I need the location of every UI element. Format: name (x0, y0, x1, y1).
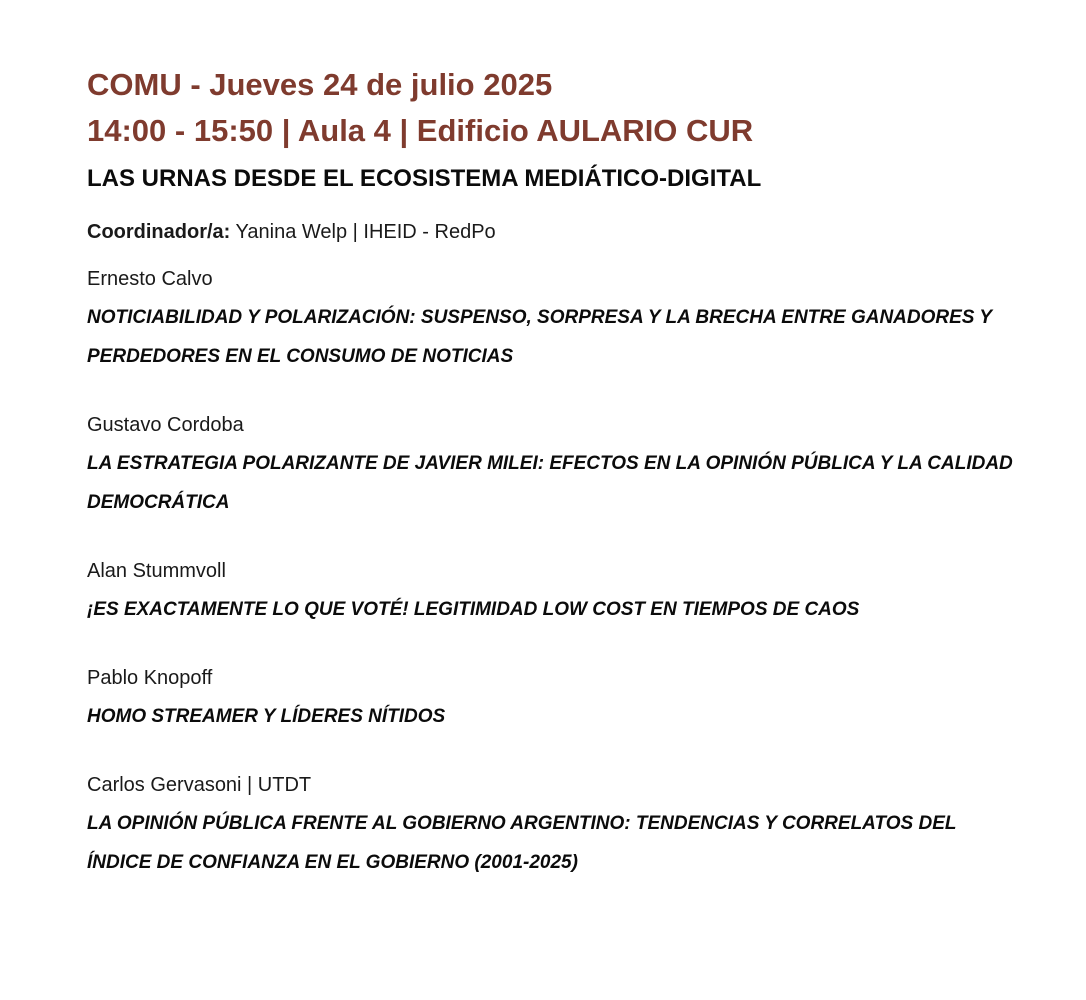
talk-item (87, 770, 1047, 882)
talk-item (87, 410, 1047, 522)
talk-speaker: Gustavo Cordoba (87, 414, 244, 436)
coordinator-value: Yanina Welp | IHEID - RedPo (230, 221, 496, 243)
session-date-heading: COMU - Jueves 24 de julio 2025 (87, 67, 553, 102)
talk-title: HOMO STREAMER Y LÍDERES NÍTIDOS (87, 706, 446, 727)
talk-speaker: Carlos Gervasoni | UTDT (87, 774, 312, 796)
talk-speaker: Ernesto Calvo (87, 268, 213, 290)
coordinator-line (87, 218, 1047, 246)
program-page (87, 62, 1047, 882)
talk-speaker: Alan Stummvoll (87, 560, 226, 582)
talk-title: LA ESTRATEGIA POLARIZANTE DE JAVIER MILEI: EFECTOS EN LA OPINIÓN PÚBLICA Y LA CALIDAD DEMOCRÁTICA (87, 453, 1013, 513)
talk-title: NOTICIABILIDAD Y POLARIZACIÓN: SUSPENSO, SORPRESA Y LA BRECHA ENTRE GANADORES Y PERDEDORES EN EL CONSUMO DE NOTICIAS (87, 307, 992, 367)
session-time-location-heading: 14:00 - 15:50 | Aula 4 | Edificio AULARIO CUR (87, 113, 754, 148)
coordinator-label: Coordinador/a: (87, 221, 231, 243)
talk-title: ¡ES EXACTAMENTE LO QUE VOTÉ! LEGITIMIDAD LOW COST EN TIEMPOS DE CAOS (87, 599, 860, 620)
talk-item (87, 556, 1047, 629)
talk-title: LA OPINIÓN PÚBLICA FRENTE AL GOBIERNO ARGENTINO: TENDENCIAS Y CORRELATOS DEL ÍNDICE DE CONFIANZA EN EL GOBIERNO (2001-2025) (87, 813, 957, 873)
talk-item (87, 264, 1047, 376)
talk-item (87, 663, 1047, 736)
session-title: LAS URNAS DESDE EL ECOSISTEMA MEDIÁTICO-DIGITAL (87, 165, 762, 192)
talk-list (87, 264, 1047, 882)
talk-speaker: Pablo Knopoff (87, 667, 213, 689)
